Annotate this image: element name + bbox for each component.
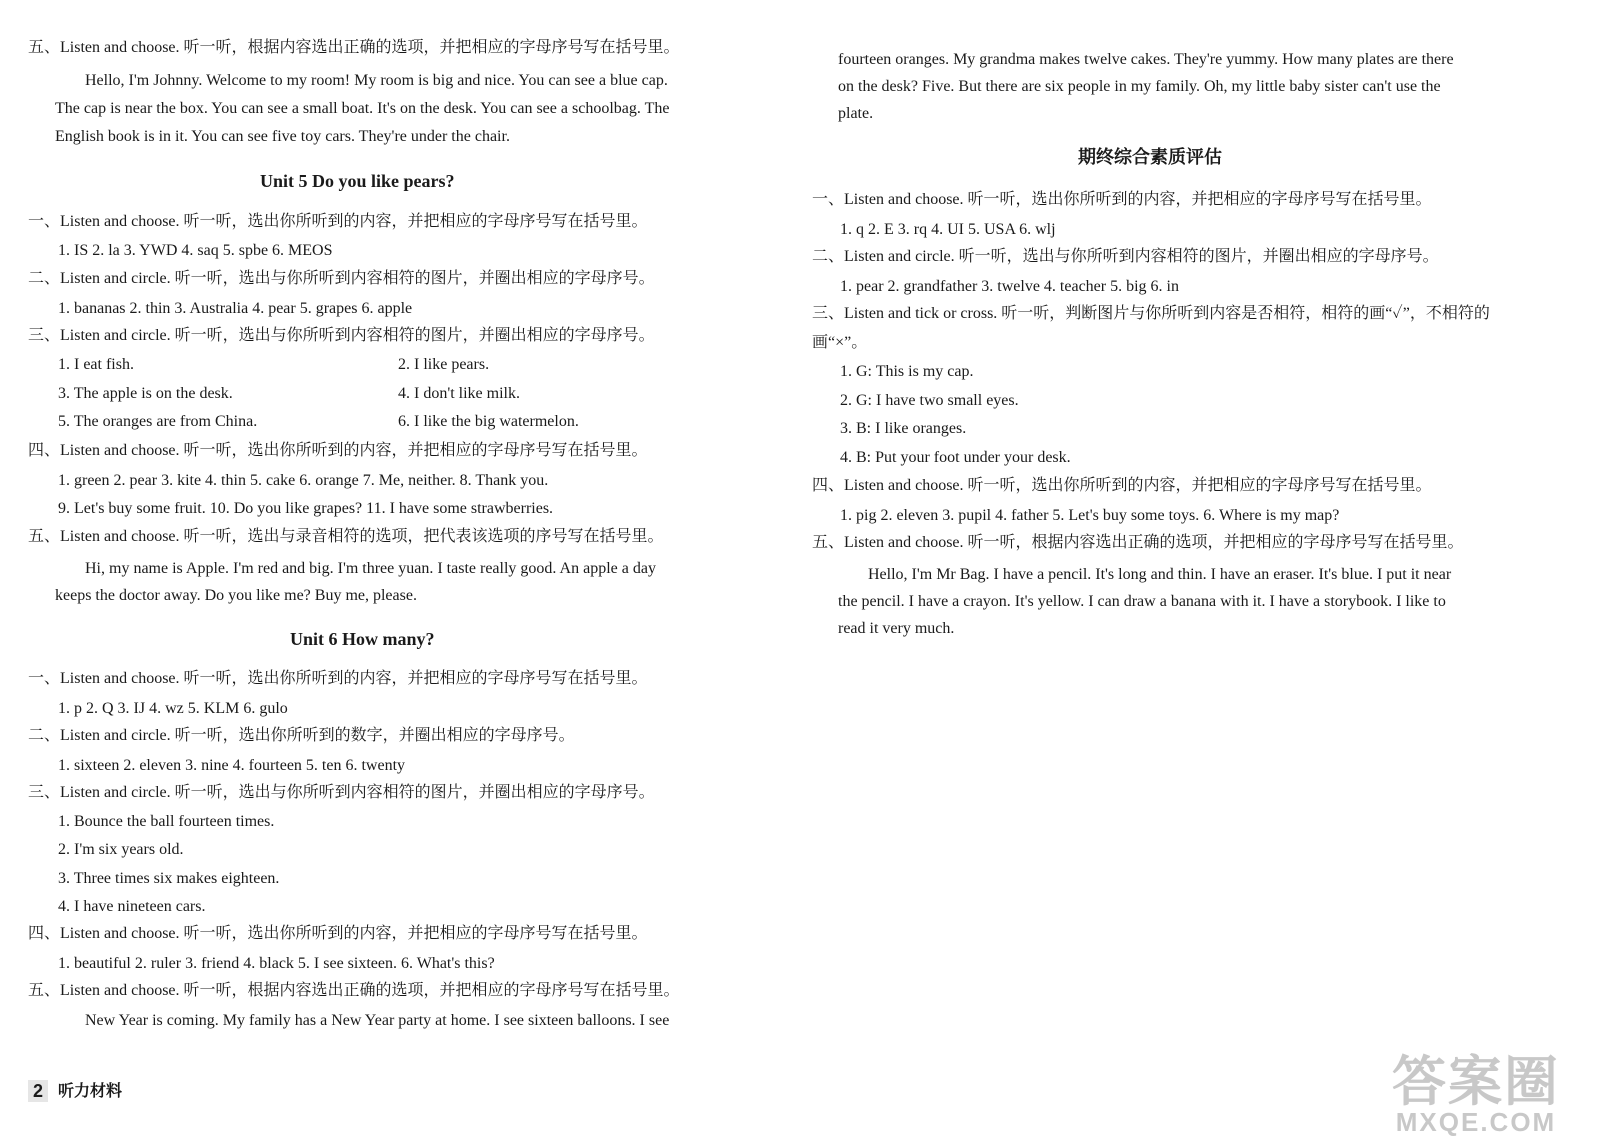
- section-heading: 五、Listen and choose. 听一听，根据内容选出正确的选项，并把相应的字母序号写在括号里。: [28, 39, 680, 56]
- section-heading: 三、Listen and circle. 听一听，选出与你所听到内容相符的图片，并圈出相应的字母序号。: [28, 784, 655, 801]
- page-number: 2: [28, 1080, 48, 1102]
- section-heading: 一、Listen and choose. 听一听，选出你所听到的内容，并把相应的字母序号写在括号里。: [28, 670, 648, 687]
- left-page: [0, 0, 790, 1147]
- passage-line: English book is in it. You can see five toy cars. They're under the chair.: [55, 128, 510, 145]
- list-item: 1. G: This is my cap.: [840, 363, 974, 380]
- section-heading: 三、Listen and circle. 听一听，选出与你所听到内容相符的图片，并圈出相应的字母序号。: [28, 327, 655, 344]
- unit-title: Unit 5 Do you like pears?: [260, 171, 455, 191]
- section-heading: 二、Listen and circle. 听一听，选出与你所听到内容相符的图片，并圈出相应的字母序号。: [812, 248, 1439, 265]
- list-item: 1. I eat fish.: [58, 356, 134, 373]
- section-heading-cont: 画“×”。: [812, 334, 868, 351]
- list-item: 4. I have nineteen cars.: [58, 898, 206, 915]
- unit-title: Unit 6 How many?: [290, 629, 435, 649]
- item-list: 1. bananas 2. thin 3. Australia 4. pear 5. grapes 6. apple: [58, 300, 413, 317]
- site-watermark: [1392, 1052, 1560, 1137]
- passage-line: Hello, I'm Mr Bag. I have a pencil. It's long and thin. I have an eraser. It's blue. I put it near: [868, 566, 1452, 583]
- section-heading: 五、Listen and choose. 听一听，根据内容选出正确的选项，并把相应的字母序号写在括号里。: [28, 982, 680, 999]
- section-heading: 三、Listen and tick or cross. 听一听，判断图片与你所听到内容是否相符，相符的画“✓”，不相符的: [812, 305, 1490, 322]
- item-list: 1. q 2. E 3. rq 4. UI 5. USA 6. wlj: [840, 221, 1056, 238]
- page-footer: [28, 1080, 122, 1102]
- exam-title: 期终综合素质评估: [1078, 147, 1222, 168]
- item-list: 1. p 2. Q 3. IJ 4. wz 5. KLM 6. gulo: [58, 700, 288, 717]
- list-item: 2. I like pears.: [398, 356, 490, 373]
- section-heading: 四、Listen and choose. 听一听，选出你所听到的内容，并把相应的字母序号写在括号里。: [812, 477, 1432, 494]
- list-item: 3. B: I like oranges.: [840, 420, 967, 437]
- item-list: 1. sixteen 2. eleven 3. nine 4. fourteen 5. ten 6. twenty: [58, 757, 406, 774]
- passage-line: fourteen oranges. My grandma makes twelve cakes. They're yummy. How many plates are there: [838, 51, 1454, 68]
- passage-line: keeps the doctor away. Do you like me? Buy me, please.: [55, 587, 417, 604]
- list-item: 4. B: Put your foot under your desk.: [840, 449, 1071, 466]
- list-item: 5. The oranges are from China.: [58, 413, 258, 430]
- item-list: 9. Let's buy some fruit. 10. Do you like grapes? 11. I have some strawberries.: [58, 500, 554, 517]
- section-heading: 四、Listen and choose. 听一听，选出你所听到的内容，并把相应的字母序号写在括号里。: [28, 925, 648, 942]
- section-heading: 五、Listen and choose. 听一听，根据内容选出正确的选项，并把相应的字母序号写在括号里。: [812, 534, 1464, 551]
- section-heading: 一、Listen and choose. 听一听，选出你所听到的内容，并把相应的字母序号写在括号里。: [812, 191, 1432, 208]
- passage-line: on the desk? Five. But there are six people in my family. Oh, my little baby sister can't use the: [838, 78, 1441, 95]
- item-list: 1. IS 2. la 3. YWD 4. saq 5. spbe 6. MEOS: [58, 242, 333, 259]
- passage-line: New Year is coming. My family has a New Year party at home. I see sixteen balloons. I see: [85, 1012, 670, 1029]
- right-page: [800, 0, 1600, 1147]
- list-item: 3. The apple is on the desk.: [58, 385, 233, 402]
- section-heading: 二、Listen and circle. 听一听，选出与你所听到内容相符的图片，并圈出相应的字母序号。: [28, 270, 655, 287]
- passage-line: Hi, my name is Apple. I'm red and big. I'm three yuan. I taste really good. An apple a day: [85, 560, 656, 577]
- section-heading: 一、Listen and choose. 听一听，选出你所听到的内容，并把相应的字母序号写在括号里。: [28, 213, 648, 230]
- item-list: 1. green 2. pear 3. kite 4. thin 5. cake 6. orange 7. Me, neither. 8. Thank you.: [58, 472, 549, 489]
- item-list: 1. pear 2. grandfather 3. twelve 4. teacher 5. big 6. in: [840, 278, 1179, 295]
- list-item: 6. I like the big watermelon.: [398, 413, 579, 430]
- footer-label: 听力材料: [58, 1081, 123, 1100]
- passage-line: plate.: [838, 105, 874, 122]
- list-item: 2. I'm six years old.: [58, 841, 184, 858]
- watermark-logo-text: 答案圈: [1392, 1052, 1560, 1112]
- watermark-domain: MXQE.COM: [1395, 1107, 1557, 1137]
- list-item: 2. G: I have two small eyes.: [840, 392, 1019, 409]
- list-item: 4. I don't like milk.: [398, 385, 520, 402]
- passage-line: the pencil. I have a crayon. It's yellow. I can draw a banana with it. I have a storybook. I like to: [838, 593, 1446, 610]
- list-item: 1. Bounce the ball fourteen times.: [58, 813, 275, 830]
- item-list: 1. beautiful 2. ruler 3. friend 4. black 5. I see sixteen. 6. What's this?: [58, 955, 495, 972]
- list-item: 3. Three times six makes eighteen.: [58, 870, 280, 887]
- section-heading: 二、Listen and circle. 听一听，选出你所听到的数字，并圈出相应的字母序号。: [28, 727, 575, 744]
- passage-line: Hello, I'm Johnny. Welcome to my room! My room is big and nice. You can see a blue cap.: [85, 72, 668, 89]
- section-heading: 四、Listen and choose. 听一听，选出你所听到的内容，并把相应的字母序号写在括号里。: [28, 442, 648, 459]
- section-heading: 五、Listen and choose. 听一听，选出与录音相符的选项，把代表该选项的序号写在括号里。: [28, 528, 664, 545]
- item-list: 1. pig 2. eleven 3. pupil 4. father 5. Let's buy some toys. 6. Where is my map?: [840, 507, 1340, 524]
- passage-line: read it very much.: [838, 620, 955, 637]
- passage-line: The cap is near the box. You can see a small boat. It's on the desk. You can see a schoolbag. The: [55, 100, 670, 117]
